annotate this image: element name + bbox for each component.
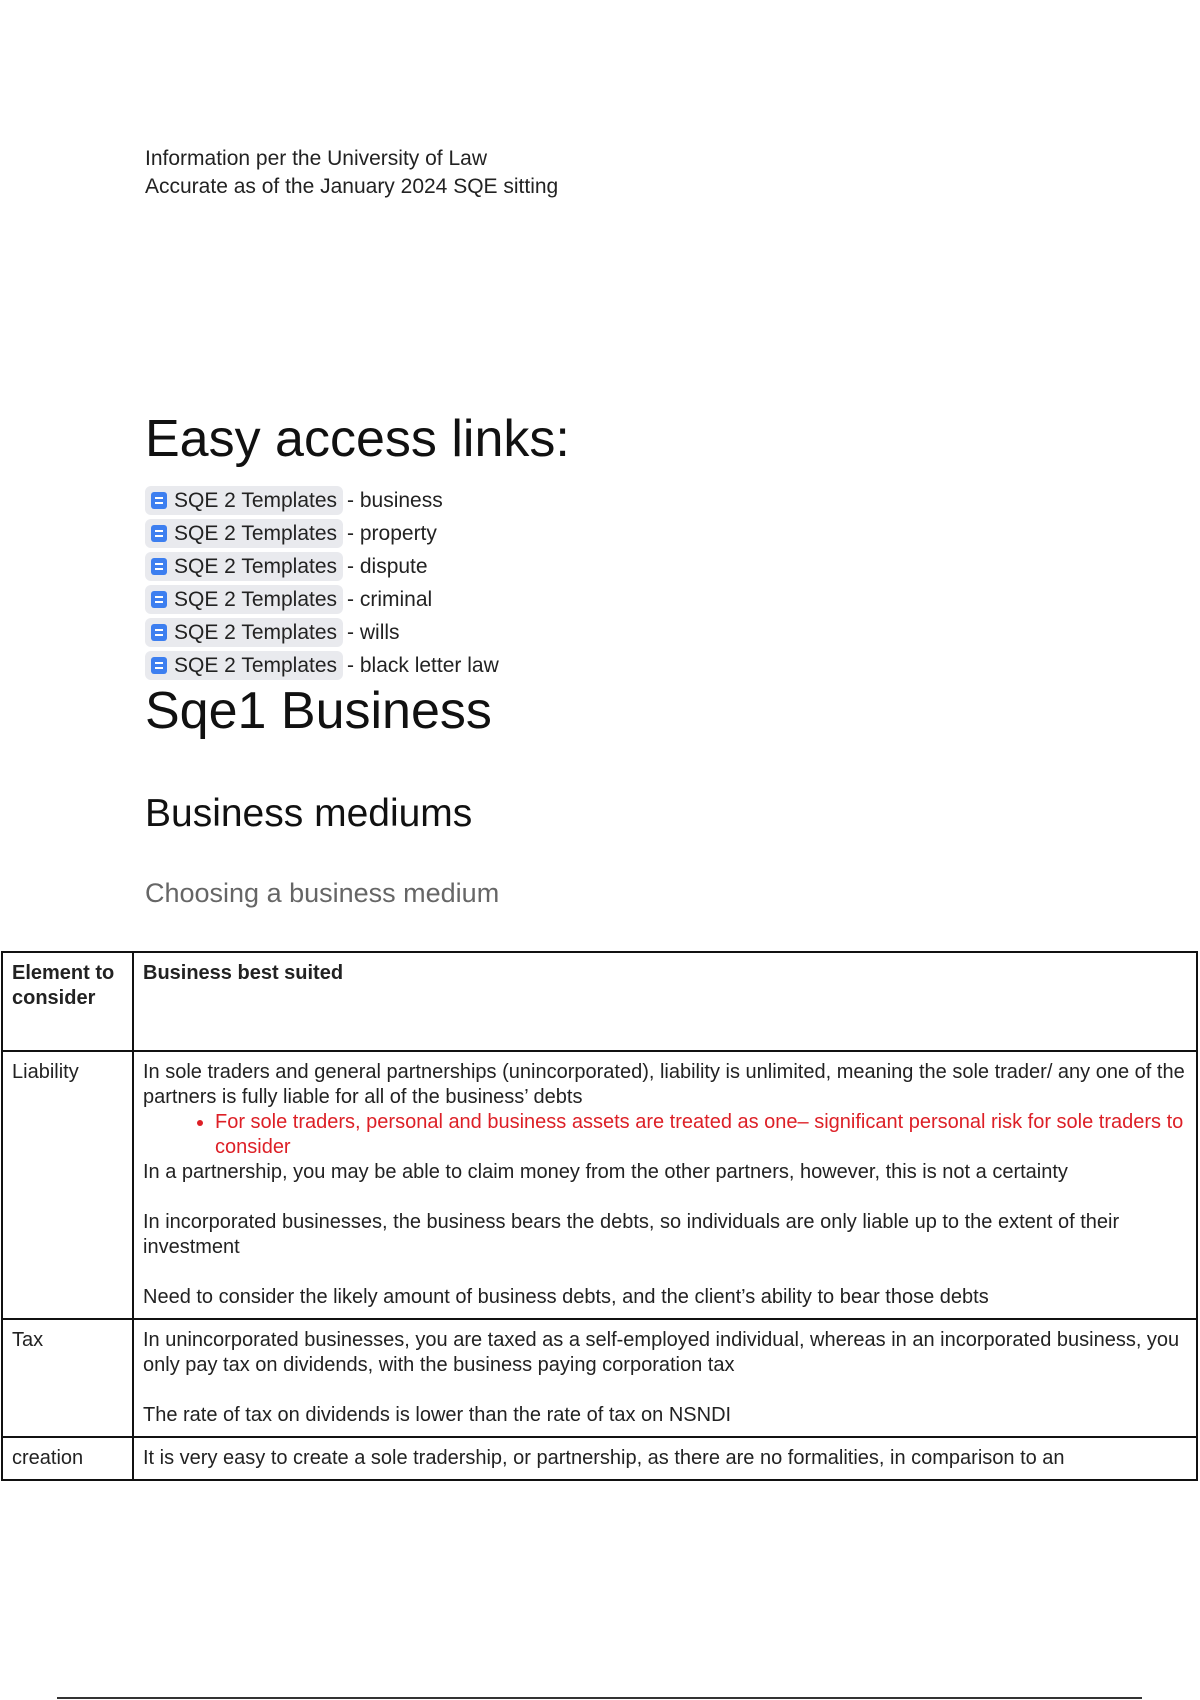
link-item-criminal xyxy=(145,583,499,616)
sole-trader-risk-bullet: • For sole traders, personal and business assets are treated as one– significant personal risk for sole traders to consider xyxy=(215,1110,1187,1160)
intro-source-line: Information per the University of Law xyxy=(145,147,487,170)
document-intro xyxy=(145,145,558,201)
row-content-creation xyxy=(133,1437,1197,1480)
link-suffix: - black letter law xyxy=(347,653,499,677)
doc-chip-label: SQE 2 Templates xyxy=(174,587,338,611)
heading-business-mediums: Business mediums xyxy=(145,792,473,835)
row-content-liability xyxy=(133,1051,1197,1319)
tax-self-employed-text: In unincorporated businesses, you are taxed as a self-employed individual, whereas in an incorporated business, you only pay tax on dividends, with the business paying corporation tax xyxy=(143,1329,1180,1376)
doc-chip-label: SQE 2 Templates xyxy=(174,620,338,644)
link-item-dispute xyxy=(145,550,499,583)
link-suffix: - business xyxy=(347,488,443,512)
doc-chip-business[interactable] xyxy=(145,486,343,515)
doc-chip-criminal[interactable] xyxy=(145,585,343,614)
link-suffix: - wills xyxy=(347,620,400,644)
link-suffix: - property xyxy=(347,521,437,545)
link-item-business xyxy=(145,484,499,517)
easy-access-heading: Easy access links: xyxy=(145,410,570,468)
row-label-creation: creation xyxy=(2,1437,133,1480)
creation-ease-text: It is very easy to create a sole tradership, or partnership, as there are no formalities, in comparison to an xyxy=(143,1447,1065,1469)
partnership-claim-text: In a partnership, you may be able to claim money from the other partners, however, this is not a certainty xyxy=(143,1161,1068,1183)
table-row-liability xyxy=(2,1051,1197,1319)
doc-chip-dispute[interactable] xyxy=(145,552,343,581)
google-doc-icon xyxy=(151,624,167,641)
doc-chip-label: SQE 2 Templates xyxy=(174,653,338,677)
header-business-best-suited: Business best suited xyxy=(133,952,1197,1051)
table-row-creation xyxy=(2,1437,1197,1480)
dividend-tax-rate-text: The rate of tax on dividends is lower than the rate of tax on NSNDI xyxy=(143,1404,732,1426)
intro-accuracy-line: Accurate as of the January 2024 SQE sitting xyxy=(145,175,559,198)
google-doc-icon xyxy=(151,492,167,509)
link-suffix: - dispute xyxy=(347,554,428,578)
link-item-property xyxy=(145,517,499,550)
link-suffix: - criminal xyxy=(347,587,433,611)
row-content-tax xyxy=(133,1319,1197,1437)
incorporated-liability-text: In incorporated businesses, the business bears the debts, so individuals are only liable up to the extent of their investment xyxy=(143,1211,1120,1258)
google-doc-icon xyxy=(151,558,167,575)
heading-sqe1-business: Sqe1 Business xyxy=(145,682,492,740)
header-element-to-consider: Element to consider xyxy=(2,952,133,1051)
doc-chip-label: SQE 2 Templates xyxy=(174,488,338,512)
easy-access-link-list xyxy=(145,484,499,682)
google-doc-icon xyxy=(151,525,167,542)
table-header-row xyxy=(2,952,1197,1051)
row-label-tax: Tax xyxy=(2,1319,133,1437)
consider-debts-text: Need to consider the likely amount of business debts, and the client’s ability to bear those debts xyxy=(143,1286,989,1308)
doc-chip-property[interactable] xyxy=(145,519,343,548)
page-footer-rule xyxy=(57,1697,1142,1699)
business-medium-table xyxy=(1,951,1198,1481)
doc-chip-label: SQE 2 Templates xyxy=(174,554,338,578)
doc-chip-black-letter-law[interactable] xyxy=(145,651,343,680)
liability-bullet-list xyxy=(143,1110,1187,1160)
google-doc-icon xyxy=(151,657,167,674)
heading-choosing-business-medium: Choosing a business medium xyxy=(145,878,500,908)
table-row-tax xyxy=(2,1319,1197,1437)
doc-chip-wills[interactable] xyxy=(145,618,343,647)
liability-unlimited-text: In sole traders and general partnerships (unincorporated), liability is unlimited, meaning the sole trader/ any one of the partners is fully liable for all of the business’ debts xyxy=(143,1061,1185,1108)
doc-chip-label: SQE 2 Templates xyxy=(174,521,338,545)
google-doc-icon xyxy=(151,591,167,608)
link-item-wills xyxy=(145,616,499,649)
row-label-liability: Liability xyxy=(2,1051,133,1319)
